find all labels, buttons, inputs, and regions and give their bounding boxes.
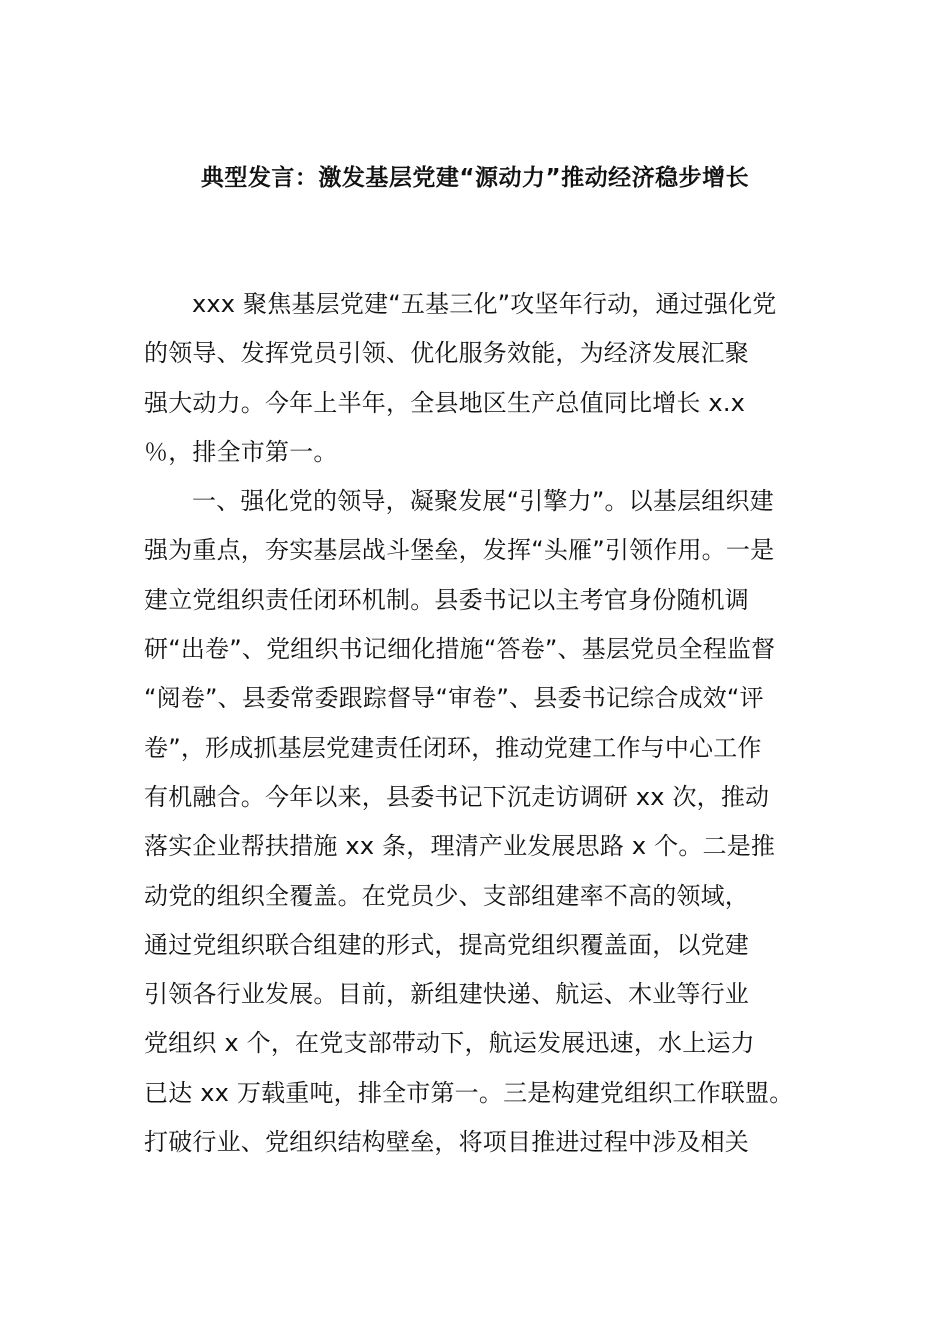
paragraph-2-line-2: 强为重点，夯实基层战斗堡垒，发挥“头雁”引领作用。一是 <box>144 536 775 565</box>
paragraph-2-line-7: 有机融合。今年以来，县委书记下沉走访调研 xx 次，推动 <box>144 782 770 811</box>
paragraph-2-line-5: “阅卷”、县委常委跟踪督导“审卷”、县委书记综合成效“评 <box>144 684 764 713</box>
paragraph-1-line-2: 的领导、发挥党员引领、优化服务效能，为经济发展汇聚 <box>144 339 749 368</box>
paragraph-1-line-4: ％，排全市第一。 <box>144 437 338 466</box>
paragraph-2-line-11: 引领各行业发展。目前，新组建快递、航运、木业等行业 <box>144 980 749 1009</box>
paragraph-2-line-13: 已达 xx 万载重吨，排全市第一。三是构建党组织工作联盟。 <box>144 1078 794 1107</box>
document-title: 典型发言：激发基层党建“源动力”推动经济稳步增长 <box>200 165 750 191</box>
paragraph-2-line-14: 打破行业、党组织结构壁垒，将项目推进过程中涉及相关 <box>144 1128 749 1157</box>
paragraph-1-line-3: 强大动力。今年上半年，全县地区生产总值同比增长 x.x <box>144 388 746 417</box>
paragraph-2-line-4: 研“出卷”、党组织书记细化措施“答卷”、基层党员全程监督 <box>144 635 776 664</box>
paragraph-2-line-8: 落实企业帮扶措施 xx 条，理清产业发展思路 x 个。二是推 <box>144 832 776 861</box>
paragraph-2-line-9: 动党的组织全覆盖。在党员少、支部组建率不高的领域， <box>144 881 749 910</box>
paragraph-1-line-1: xxx 聚焦基层党建“五基三化”攻坚年行动，通过强化党 <box>192 290 777 318</box>
paragraph-2-line-12: 党组织 x 个，在党支部带动下，航运发展迅速，水上运力 <box>144 1029 755 1058</box>
paragraph-2-line-1: 一、强化党的领导，凝聚发展“引擎力”。以基层组织建 <box>192 487 774 516</box>
paragraph-2-line-10: 通过党组织联合组建的形式，提高党组织覆盖面，以党建 <box>144 930 749 959</box>
paragraph-2-line-3: 建立党组织责任闭环机制。县委书记以主考官身份随机调 <box>144 585 749 614</box>
paragraph-2-line-6: 卷”，形成抓基层党建责任闭环，推动党建工作与中心工作 <box>144 733 762 762</box>
document-body <box>144 280 824 1167</box>
